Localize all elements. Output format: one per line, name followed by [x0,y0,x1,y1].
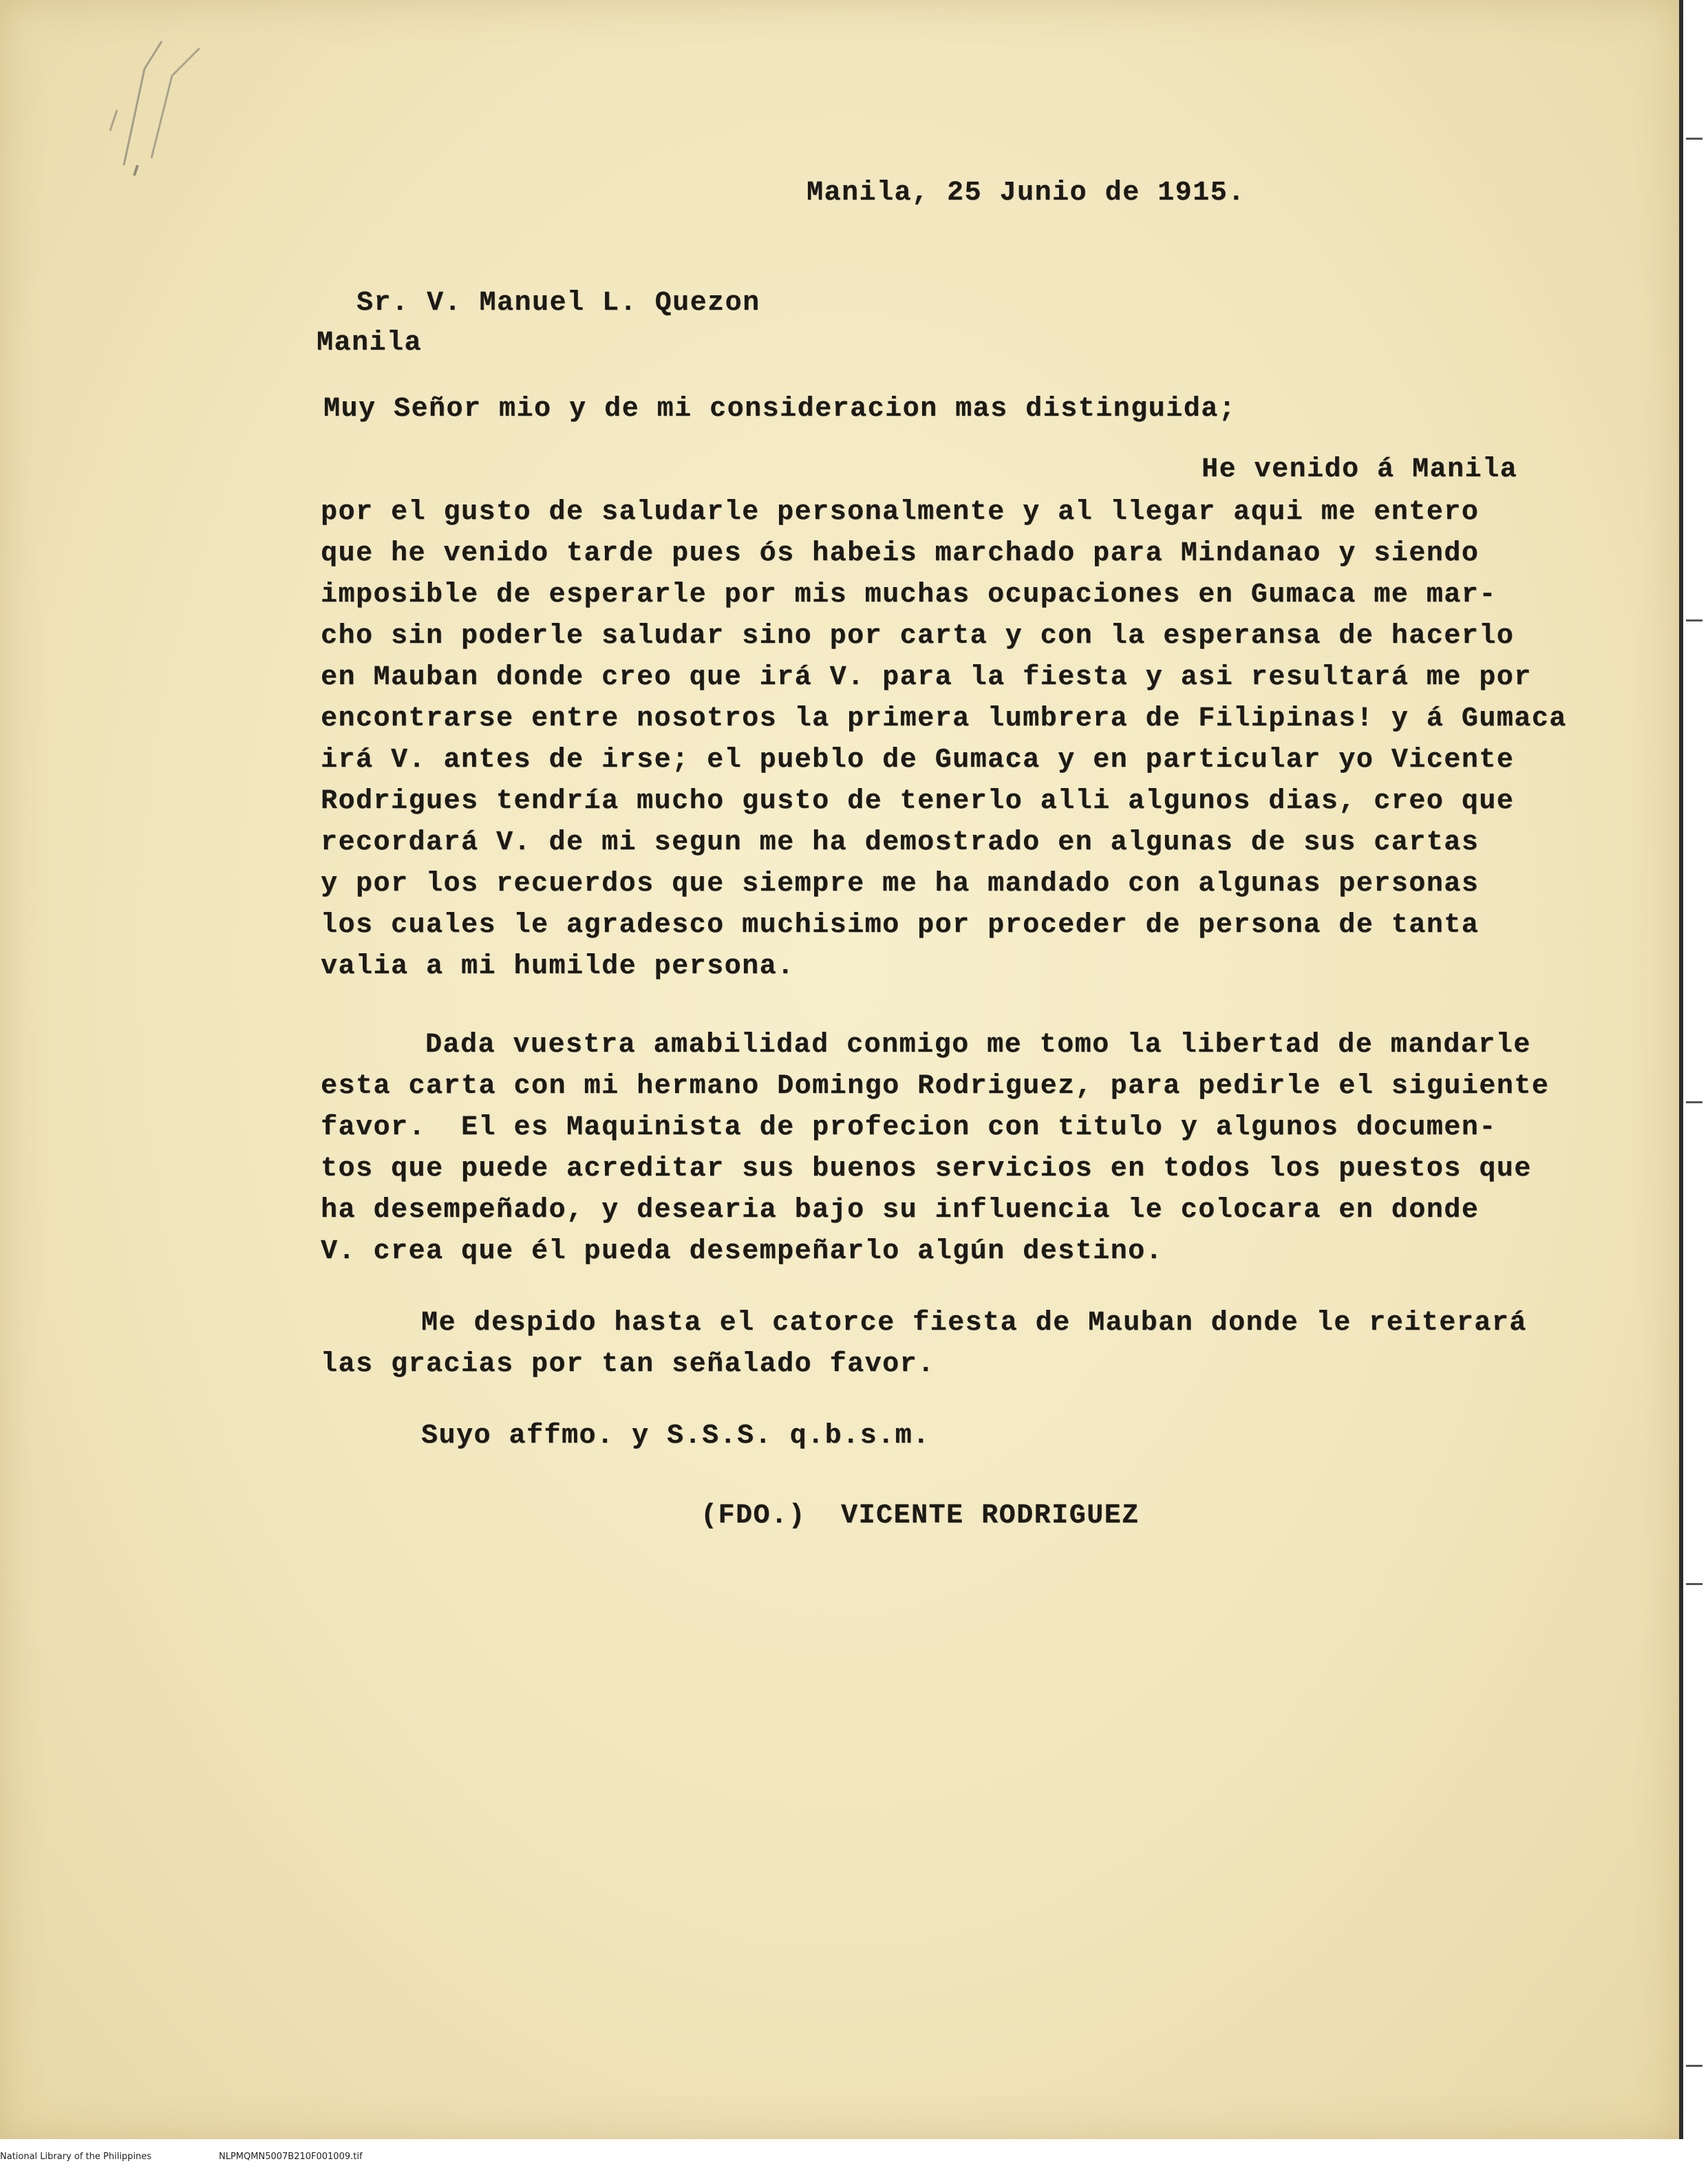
paragraph-line: Me despido hasta el catorce fiesta de Mauban donde le reiterará [421,1308,1527,1339]
paragraph-line: esta carta con mi hermano Domingo Rodriguez, para pedirle el siguiente [321,1071,1550,1102]
paragraph-line: y por los recuerdos que siempre me ha mandado con algunas personas [321,869,1480,900]
paragraph-line: favor. El es Maquinista de profecion con titulo y algunos documen- [321,1112,1497,1143]
paragraph-line: ha desempeñado, y desearia bajo su influencia le colocara en donde [321,1195,1480,1226]
paragraph-line: He venido á Manila [1202,454,1518,485]
paragraph-line: los cuales le agradesco muchisimo por proceder de persona de tanta [321,910,1480,941]
addressee-name: Sr. V. Manuel L. Quezon [356,288,760,319]
paragraph-line: que he venido tarde pues ós habeis marchado para Mindanao y siendo [321,538,1480,569]
paragraph-line: tos que puede acreditar sus buenos servicios en todos los puestos que [321,1154,1532,1185]
paragraph-line: encontrarse entre nosotros la primera lumbrera de Filipinas! y á Gumaca [321,703,1567,734]
paragraph-line: recordará V. de mi segun me ha demostrado en algunas de sus cartas [321,827,1480,858]
paragraph-line: las gracias por tan señalado favor. [321,1349,935,1380]
paragraph-line: cho sin poderle saludar sino por carta y con la esperansa de hacerlo [321,621,1515,652]
paragraph-line: valia a mi humilde persona. [321,951,795,982]
footer-institution: National Library of the Philippines [0,2152,152,2162]
paragraph-line: imposible de esperarle por mis muchas ocupaciones en Gumaca me mar- [321,580,1497,610]
footer-filename: NLPMQMN5007B210F001009.tif [219,2152,363,2162]
paragraph-line: en Mauban donde creo que irá V. para la fiesta y asi resultará me por [321,662,1532,693]
paragraph-line: irá V. antes de irse; el pueblo de Gumaca y en particular yo Vicente [321,745,1515,776]
closing: Suyo affmo. y S.S.S. q.b.s.m. [421,1421,930,1452]
dateline: Manila, 25 Junio de 1915. [807,178,1246,209]
paragraph-line: Rodrigues tendría mucho gusto de tenerlo alli algunos dias, creo que [321,786,1515,817]
salutation: Muy Señor mio y de mi consideracion mas distinguida; [323,394,1237,425]
scan-edge [1679,0,1708,2139]
paragraph-line: V. crea que él pueda desempeñarlo algún destino. [321,1236,1164,1267]
scan-footer [0,2146,1708,2167]
addressee-city: Manila [317,328,423,359]
paragraph-line: Dada vuestra amabilidad conmigo me tomo la libertad de mandarle [425,1030,1531,1061]
signature: (FDO.) VICENTE RODRIGUEZ [701,1500,1140,1531]
paragraph-line: por el gusto de saludarle personalmente y al llegar aqui me entero [321,497,1480,528]
